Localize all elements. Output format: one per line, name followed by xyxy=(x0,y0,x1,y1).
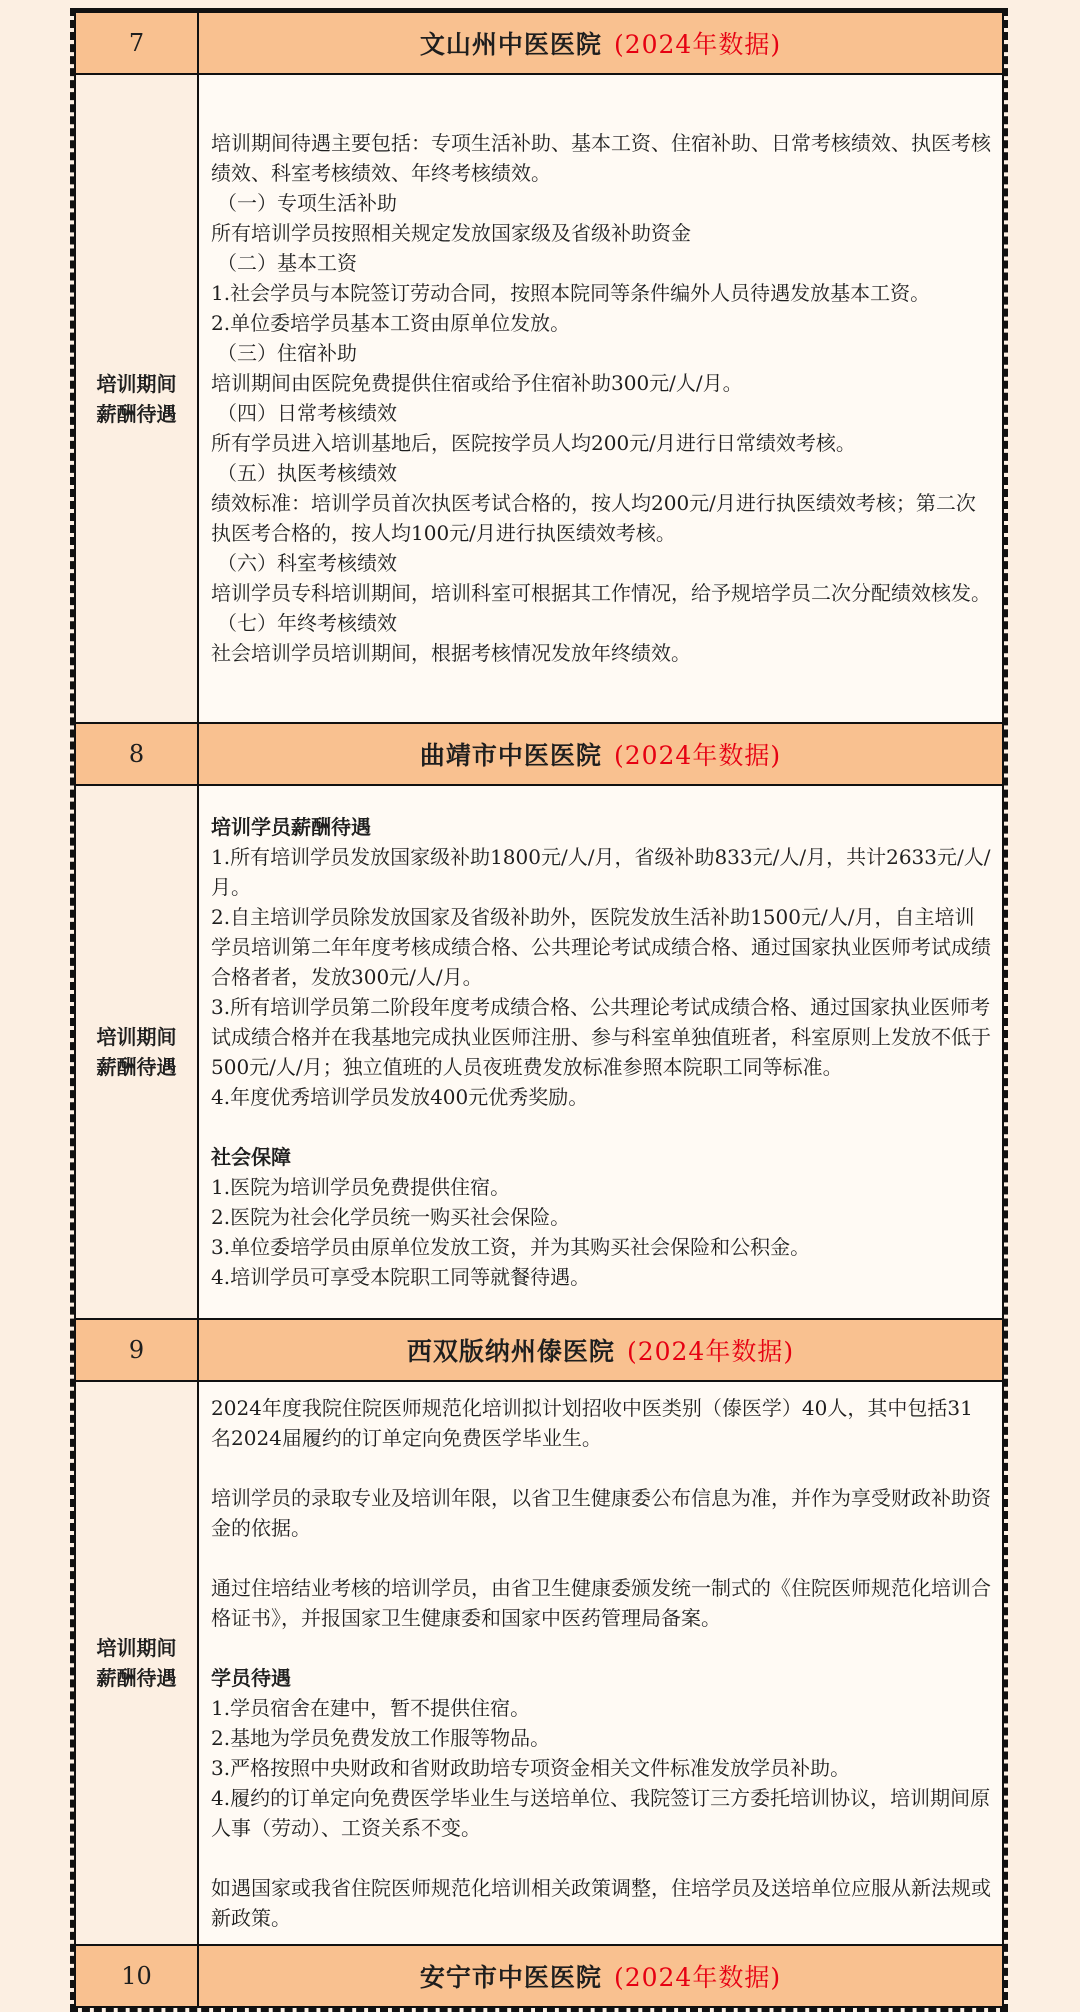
salary-details xyxy=(198,1381,1003,1945)
section-heading: （四）日常考核绩效 xyxy=(217,401,397,425)
detail-text: 1.社会学员与本院签订劳动合同，按照本院同等条件编外人员待遇发放基本工资。 xyxy=(211,281,931,305)
spacer xyxy=(211,1112,992,1142)
detail-text: 1.医院为培训学员免费提供住宿。 xyxy=(211,1174,511,1199)
row-label: 培训期间 薪酬待遇 xyxy=(75,74,198,723)
hospital-detail-row xyxy=(75,1381,1003,1945)
spacer xyxy=(211,1543,992,1573)
hospital-header-row xyxy=(75,1945,1003,2007)
spacer xyxy=(211,1633,992,1663)
detail-text: 2024年度我院住院医师规范化培训拟计划招收中医类别（傣医学）40人，其中包括31名2024届履约的订单定向免费医学毕业生。 xyxy=(211,1395,973,1450)
detail-text: 4.年度优秀培训学员发放400元优秀奖励。 xyxy=(211,1084,589,1109)
year-tag: (2024年数据) xyxy=(613,1963,782,1992)
detail-text: 绩效标准：培训学员首次执医考试合格的，按人均200元/月进行执医绩效考核；第二次执医考合格的，按人均100元/月进行执医绩效考核。 xyxy=(211,491,976,545)
section-heading: （一）专项生活补助 xyxy=(217,191,397,215)
hospital-header-row xyxy=(75,12,1003,74)
detail-text: 3.所有培训学员第二阶段年度考成绩合格、公共理论考试成绩合格、通过国家执业医师考试成绩合格并在我基地完成执业医师注册、参与科室单独值班者，科室原则上发放不低于500元/人/月；独立值班的人员夜班费发放标准参照本院职工同等标准。 xyxy=(211,994,991,1079)
section-heading: 社会保障 xyxy=(211,1144,291,1169)
detail-text: 2.单位委培学员基本工资由原单位发放。 xyxy=(211,311,571,335)
detail-text: 培训学员专科培训期间，培训科室可根据其工作情况，给予规培学员二次分配绩效核发。 xyxy=(211,581,991,605)
section-heading: （三）住宿补助 xyxy=(217,341,357,365)
hospital-name: 曲靖市中医医院 xyxy=(419,741,602,770)
detail-text: 3.严格按照中央财政和省财政助培专项资金相关文件标准发放学员补助。 xyxy=(211,1755,851,1780)
detail-text: 所有学员进入培训基地后，医院按学员人均200元/月进行日常绩效考核。 xyxy=(211,431,856,455)
hospital-header-row xyxy=(75,1319,1003,1381)
salary-table-sheet xyxy=(70,8,1008,2012)
hospital-title xyxy=(198,1319,1003,1381)
detail-text: 1.所有培训学员发放国家级补助1800元/人/月，省级补助833元/人/月，共计2633元/人/月。 xyxy=(211,844,991,899)
intro-text: 培训期间待遇主要包括：专项生活补助、基本工资、住宿补助、日常考核绩效、执医考核绩效、科室考核绩效、年终考核绩效。 xyxy=(211,131,991,185)
detail-text: 社会培训学员培训期间，根据考核情况发放年终绩效。 xyxy=(211,641,691,665)
hospital-title xyxy=(198,1945,1003,2007)
hospital-name: 安宁市中医医院 xyxy=(419,1963,602,1992)
hospital-salary-table xyxy=(74,11,1004,2008)
detail-text: 所有培训学员按照相关规定发放国家级及省级补助资金 xyxy=(211,221,691,245)
detail-text: 如遇国家或我省住院医师规范化培训相关政策调整，住培学员及送培单位应服从新法规或新政策。 xyxy=(211,1875,991,1930)
detail-text: 2.医院为社会化学员统一购买社会保险。 xyxy=(211,1204,571,1229)
row-label: 培训期间 薪酬待遇 xyxy=(75,1381,198,1945)
hospital-number: 10 xyxy=(75,1945,198,2007)
section-heading: （二）基本工资 xyxy=(217,251,357,275)
spacer xyxy=(211,1843,992,1873)
year-tag: (2024年数据) xyxy=(613,741,782,770)
detail-text: 3.单位委培学员由原单位发放工资，并为其购买社会保险和公积金。 xyxy=(211,1234,811,1259)
salary-details xyxy=(198,785,1003,1319)
hospital-number: 8 xyxy=(75,723,198,785)
section-heading: 培训学员薪酬待遇 xyxy=(211,814,371,839)
hospital-detail-row xyxy=(75,74,1003,723)
detail-text: 1.学员宿舍在建中，暂不提供住宿。 xyxy=(211,1695,531,1720)
detail-text: 4.履约的订单定向免费医学毕业生与送培单位、我院签订三方委托培训协议，培训期间原人事（劳动）、工资关系不变。 xyxy=(211,1785,991,1840)
detail-text: 2.基地为学员免费发放工作服等物品。 xyxy=(211,1725,551,1750)
spacer xyxy=(211,1453,992,1483)
detail-text: 4.培训学员可享受本院职工同等就餐待遇。 xyxy=(211,1264,591,1289)
section-heading: （五）执医考核绩效 xyxy=(217,461,397,485)
row-label: 培训期间 薪酬待遇 xyxy=(75,785,198,1319)
section-heading: 学员待遇 xyxy=(211,1665,291,1690)
year-tag: (2024年数据) xyxy=(613,30,782,59)
hospital-number: 9 xyxy=(75,1319,198,1381)
hospital-name: 西双版纳州傣医院 xyxy=(406,1337,615,1366)
detail-text: 2.自主培训学员除发放国家及省级补助外，医院发放生活补助1500元/人/月，自主培训学员培训第二年年度考核成绩合格、公共理论考试成绩合格、通过国家执业医师考试成绩合格者者，发放300元/人/月。 xyxy=(211,904,991,989)
detail-text: 培训学员的录取专业及培训年限，以省卫生健康委公布信息为准，并作为享受财政补助资金的依据。 xyxy=(211,1485,991,1540)
hospital-title xyxy=(198,723,1003,785)
hospital-title xyxy=(198,12,1003,74)
hospital-name: 文山州中医医院 xyxy=(419,30,602,59)
hospital-detail-row xyxy=(75,785,1003,1319)
detail-text: 通过住培结业考核的培训学员，由省卫生健康委颁发统一制式的《住院医师规范化培训合格证书》，并报国家卫生健康委和国家中医药管理局备案。 xyxy=(211,1575,991,1630)
hospital-header-row xyxy=(75,723,1003,785)
year-tag: (2024年数据) xyxy=(626,1337,795,1366)
section-heading: （六）科室考核绩效 xyxy=(217,551,397,575)
section-heading: （七）年终考核绩效 xyxy=(217,611,397,635)
salary-details xyxy=(198,74,1003,723)
detail-text: 培训期间由医院免费提供住宿或给予住宿补助300元/人/月。 xyxy=(211,371,743,395)
hospital-number: 7 xyxy=(75,12,198,74)
